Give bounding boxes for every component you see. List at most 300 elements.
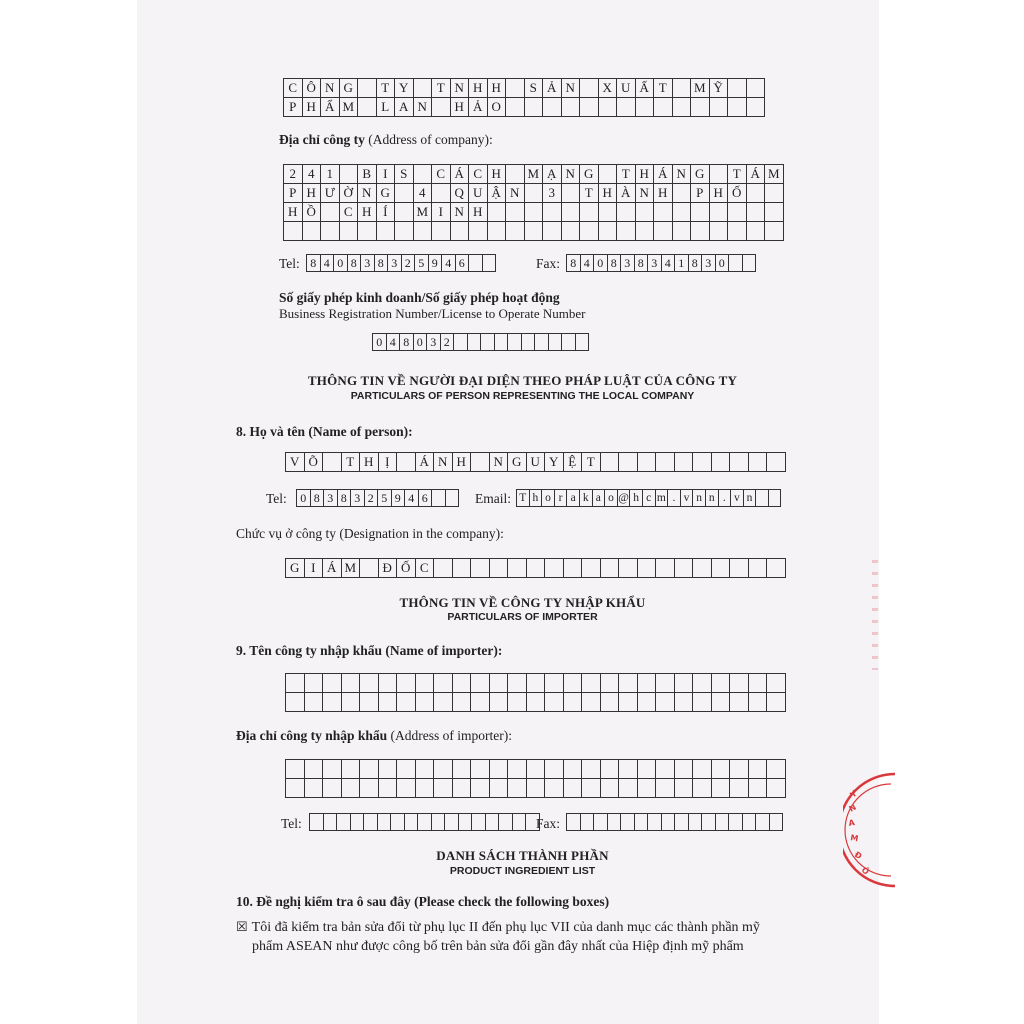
grid-cell[interactable] — [601, 760, 620, 779]
grid-cell[interactable] — [543, 203, 562, 222]
grid-cell[interactable] — [564, 779, 583, 798]
grid-cell[interactable] — [730, 453, 749, 472]
grid-cell[interactable]: M — [765, 165, 784, 184]
grid-cell[interactable]: H — [599, 184, 618, 203]
grid-cell[interactable] — [619, 674, 638, 693]
grid-cell[interactable]: G — [580, 165, 599, 184]
grid-cell[interactable]: T — [432, 79, 451, 98]
grid-cell[interactable]: À — [617, 184, 636, 203]
grid-cell[interactable] — [543, 98, 562, 117]
grid-cell[interactable]: 8 — [375, 255, 389, 272]
grid-cell[interactable] — [582, 760, 601, 779]
grid-cell[interactable]: M — [691, 79, 710, 98]
grid-cell[interactable]: Ả — [469, 98, 488, 117]
grid-cell[interactable] — [567, 814, 581, 831]
grid-cell[interactable] — [453, 693, 472, 712]
grid-cell[interactable]: 3 — [621, 255, 635, 272]
grid-cell[interactable] — [728, 203, 747, 222]
grid-cell[interactable] — [767, 559, 786, 578]
grid-cell[interactable] — [693, 453, 712, 472]
grid-cell[interactable]: G — [691, 165, 710, 184]
grid-cell[interactable] — [453, 760, 472, 779]
grid-cell[interactable] — [508, 674, 527, 693]
grid-cell[interactable] — [636, 203, 655, 222]
grid-cell[interactable] — [582, 693, 601, 712]
grid-cell[interactable]: V — [286, 453, 305, 472]
grid-cell[interactable] — [730, 559, 749, 578]
grid-cell[interactable] — [712, 559, 731, 578]
grid-cell[interactable] — [323, 760, 342, 779]
grid-cell[interactable] — [358, 222, 377, 241]
grid-cell[interactable] — [525, 222, 544, 241]
grid-cell[interactable] — [621, 814, 635, 831]
grid-cell[interactable] — [617, 222, 636, 241]
grid-cell[interactable]: T — [517, 490, 530, 507]
grid-cell[interactable]: H — [636, 165, 655, 184]
grid-cell[interactable] — [749, 674, 768, 693]
grid-cell[interactable]: G — [377, 184, 396, 203]
grid-cell[interactable]: h — [630, 490, 643, 507]
grid-cell[interactable]: c — [643, 490, 656, 507]
grid-cell[interactable]: 4 — [662, 255, 676, 272]
grid-cell[interactable]: a — [593, 490, 606, 507]
grid-cell[interactable]: h — [530, 490, 543, 507]
grid-cell[interactable]: T — [377, 79, 396, 98]
grid-cell[interactable] — [405, 814, 419, 831]
grid-cell[interactable] — [765, 222, 784, 241]
grid-cell[interactable] — [562, 98, 581, 117]
grid-cell[interactable]: 0 — [594, 255, 608, 272]
grid-cell[interactable] — [693, 559, 712, 578]
grid-cell[interactable]: I — [305, 559, 324, 578]
grid-cell[interactable] — [508, 693, 527, 712]
grid-cell[interactable] — [434, 559, 453, 578]
grid-cell[interactable]: k — [580, 490, 593, 507]
grid-cell[interactable] — [471, 760, 490, 779]
grid-cell[interactable] — [747, 98, 766, 117]
grid-cell[interactable] — [525, 98, 544, 117]
grid-cell[interactable] — [453, 779, 472, 798]
grid-cell[interactable] — [743, 814, 757, 831]
grid-cell[interactable] — [730, 760, 749, 779]
grid-cell[interactable] — [508, 760, 527, 779]
grid-cell[interactable]: 4 — [387, 334, 401, 351]
grid-cell[interactable]: 9 — [429, 255, 443, 272]
grid-cell[interactable]: 4 — [405, 490, 419, 507]
grid-cell[interactable] — [656, 693, 675, 712]
grid-cell[interactable]: T — [617, 165, 636, 184]
grid-cell[interactable] — [564, 674, 583, 693]
grid-cell[interactable]: n — [706, 490, 719, 507]
grid-cell[interactable]: 8 — [311, 490, 325, 507]
grid-cell[interactable]: Ạ — [543, 165, 562, 184]
grid-cell[interactable] — [508, 779, 527, 798]
grid-cell[interactable] — [522, 334, 536, 351]
grid-cell[interactable] — [310, 814, 324, 831]
grid-cell[interactable]: 9 — [392, 490, 406, 507]
grid-cell[interactable]: T — [654, 79, 673, 98]
grid-cell[interactable]: 0 — [414, 334, 428, 351]
grid-cell[interactable] — [459, 814, 473, 831]
grid-cell[interactable] — [445, 814, 459, 831]
grid-cell[interactable]: X — [599, 79, 618, 98]
grid-cell[interactable] — [747, 203, 766, 222]
grid-cell[interactable] — [617, 203, 636, 222]
grid-cell[interactable] — [395, 203, 414, 222]
grid-cell[interactable]: 3 — [351, 490, 365, 507]
grid-cell[interactable]: 2 — [441, 334, 455, 351]
grid-cell[interactable] — [599, 98, 618, 117]
grid-cell[interactable] — [581, 814, 595, 831]
grid-cell[interactable] — [340, 165, 359, 184]
grid-cell[interactable]: O — [488, 98, 507, 117]
grid-cell[interactable] — [471, 559, 490, 578]
grid-cell[interactable] — [486, 814, 500, 831]
grid-cell[interactable]: Õ — [305, 453, 324, 472]
grid-cell[interactable]: S — [525, 79, 544, 98]
grid-cell[interactable]: N — [673, 165, 692, 184]
grid-cell[interactable] — [451, 222, 470, 241]
grid-cell[interactable] — [582, 674, 601, 693]
grid-cell[interactable] — [636, 222, 655, 241]
grid-cell[interactable]: Y — [545, 453, 564, 472]
grid-cell[interactable]: I — [377, 165, 396, 184]
grid-cell[interactable] — [619, 693, 638, 712]
grid-cell[interactable] — [545, 559, 564, 578]
grid-cell[interactable] — [675, 814, 689, 831]
grid-cell[interactable]: Đ — [379, 559, 398, 578]
grid-cell[interactable] — [545, 779, 564, 798]
grid-cell[interactable] — [471, 779, 490, 798]
grid-cell[interactable] — [693, 760, 712, 779]
grid-cell[interactable]: Ậ — [488, 184, 507, 203]
grid-cell[interactable] — [580, 79, 599, 98]
grid-cell[interactable]: C — [284, 79, 303, 98]
grid-cell[interactable]: Ả — [543, 79, 562, 98]
grid-cell[interactable]: H — [488, 79, 507, 98]
grid-cell[interactable]: 8 — [400, 334, 414, 351]
grid-cell[interactable] — [638, 693, 657, 712]
grid-cell[interactable] — [379, 760, 398, 779]
grid-cell[interactable] — [342, 779, 361, 798]
grid-cell[interactable]: 0 — [334, 255, 348, 272]
grid-cell[interactable]: H — [469, 203, 488, 222]
grid-cell[interactable] — [564, 559, 583, 578]
grid-cell[interactable] — [749, 453, 768, 472]
grid-cell[interactable] — [351, 814, 365, 831]
grid-cell[interactable] — [379, 674, 398, 693]
grid-cell[interactable] — [769, 490, 782, 507]
grid-cell[interactable] — [673, 203, 692, 222]
grid-cell[interactable] — [638, 760, 657, 779]
grid-cell[interactable] — [599, 203, 618, 222]
grid-cell[interactable] — [286, 674, 305, 693]
grid-cell[interactable]: Ô — [303, 79, 322, 98]
grid-cell[interactable] — [710, 165, 729, 184]
grid-cell[interactable] — [469, 222, 488, 241]
grid-cell[interactable] — [360, 674, 379, 693]
grid-cell[interactable] — [527, 779, 546, 798]
grid-cell[interactable] — [432, 98, 451, 117]
grid-cell[interactable] — [446, 490, 460, 507]
grid-cell[interactable]: Ố — [397, 559, 416, 578]
grid-cell[interactable] — [506, 79, 525, 98]
grid-cell[interactable] — [397, 760, 416, 779]
grid-cell[interactable] — [360, 559, 379, 578]
grid-cell[interactable] — [608, 814, 622, 831]
grid-cell[interactable] — [716, 814, 730, 831]
grid-cell[interactable]: C — [416, 559, 435, 578]
grid-cell[interactable]: M — [340, 98, 359, 117]
grid-cell[interactable] — [434, 693, 453, 712]
grid-cell[interactable]: C — [469, 165, 488, 184]
grid-cell[interactable] — [710, 98, 729, 117]
grid-cell[interactable] — [342, 760, 361, 779]
grid-cell[interactable] — [728, 98, 747, 117]
grid-cell[interactable] — [286, 693, 305, 712]
grid-cell[interactable]: n — [744, 490, 757, 507]
grid-cell[interactable] — [454, 334, 468, 351]
grid-cell[interactable]: 4 — [303, 165, 322, 184]
grid-cell[interactable] — [765, 184, 784, 203]
grid-cell[interactable]: C — [432, 165, 451, 184]
grid-cell[interactable] — [728, 222, 747, 241]
grid-cell[interactable] — [499, 814, 513, 831]
grid-cell[interactable] — [324, 814, 338, 831]
grid-cell[interactable]: I — [432, 203, 451, 222]
grid-cell[interactable] — [767, 760, 786, 779]
grid-cell[interactable]: Ỹ — [710, 79, 729, 98]
grid-cell[interactable] — [471, 693, 490, 712]
grid-cell[interactable] — [543, 222, 562, 241]
grid-cell[interactable] — [601, 693, 620, 712]
grid-cell[interactable]: U — [617, 79, 636, 98]
grid-cell[interactable]: 2 — [284, 165, 303, 184]
grid-cell[interactable] — [481, 334, 495, 351]
grid-cell[interactable]: 5 — [415, 255, 429, 272]
grid-cell[interactable] — [712, 779, 731, 798]
grid-cell[interactable]: . — [719, 490, 732, 507]
grid-cell[interactable] — [730, 693, 749, 712]
grid-cell[interactable] — [749, 760, 768, 779]
grid-cell[interactable]: C — [340, 203, 359, 222]
grid-cell[interactable]: M — [525, 165, 544, 184]
grid-cell[interactable] — [432, 814, 446, 831]
grid-cell[interactable] — [305, 760, 324, 779]
grid-cell[interactable]: N — [562, 79, 581, 98]
grid-cell[interactable] — [490, 760, 509, 779]
grid-cell[interactable]: Ờ — [340, 184, 359, 203]
grid-cell[interactable] — [728, 79, 747, 98]
grid-cell[interactable] — [432, 490, 446, 507]
grid-cell[interactable] — [749, 693, 768, 712]
grid-cell[interactable] — [656, 674, 675, 693]
grid-cell[interactable]: L — [377, 98, 396, 117]
grid-cell[interactable] — [693, 693, 712, 712]
grid-cell[interactable] — [418, 814, 432, 831]
grid-cell[interactable] — [675, 760, 694, 779]
grid-cell[interactable] — [619, 453, 638, 472]
grid-cell[interactable]: v — [731, 490, 744, 507]
grid-cell[interactable] — [432, 222, 451, 241]
grid-cell[interactable] — [391, 814, 405, 831]
grid-cell[interactable] — [712, 693, 731, 712]
grid-cell[interactable] — [364, 814, 378, 831]
grid-cell[interactable] — [601, 559, 620, 578]
grid-cell[interactable] — [582, 559, 601, 578]
grid-cell[interactable] — [747, 79, 766, 98]
grid-cell[interactable] — [656, 779, 675, 798]
grid-cell[interactable] — [432, 184, 451, 203]
grid-cell[interactable] — [765, 203, 784, 222]
grid-cell[interactable] — [562, 334, 576, 351]
grid-cell[interactable] — [471, 453, 490, 472]
grid-cell[interactable] — [513, 814, 527, 831]
grid-cell[interactable] — [747, 184, 766, 203]
grid-cell[interactable]: 0 — [297, 490, 311, 507]
grid-cell[interactable]: 8 — [689, 255, 703, 272]
grid-cell[interactable] — [490, 674, 509, 693]
grid-cell[interactable]: U — [469, 184, 488, 203]
grid-cell[interactable] — [358, 79, 377, 98]
grid-cell[interactable]: P — [284, 98, 303, 117]
grid-cell[interactable]: 0 — [716, 255, 730, 272]
grid-cell[interactable] — [286, 760, 305, 779]
grid-cell[interactable]: 3 — [388, 255, 402, 272]
grid-cell[interactable] — [662, 814, 676, 831]
grid-cell[interactable]: H — [303, 98, 322, 117]
grid-cell[interactable] — [488, 203, 507, 222]
grid-cell[interactable] — [416, 693, 435, 712]
grid-cell[interactable] — [767, 693, 786, 712]
grid-cell[interactable] — [414, 165, 433, 184]
grid-cell[interactable] — [712, 760, 731, 779]
grid-cell[interactable] — [490, 779, 509, 798]
grid-cell[interactable] — [747, 222, 766, 241]
grid-cell[interactable] — [654, 222, 673, 241]
grid-cell[interactable]: H — [360, 453, 379, 472]
grid-cell[interactable] — [527, 693, 546, 712]
grid-cell[interactable] — [599, 165, 618, 184]
grid-cell[interactable]: m — [656, 490, 669, 507]
grid-cell[interactable] — [535, 334, 549, 351]
grid-cell[interactable]: Ư — [321, 184, 340, 203]
grid-cell[interactable] — [743, 255, 757, 272]
grid-cell[interactable] — [488, 222, 507, 241]
grid-cell[interactable] — [508, 334, 522, 351]
grid-cell[interactable] — [416, 674, 435, 693]
grid-cell[interactable]: 3 — [361, 255, 375, 272]
grid-cell[interactable] — [580, 222, 599, 241]
grid-cell[interactable] — [469, 255, 483, 272]
grid-cell[interactable] — [506, 98, 525, 117]
grid-cell[interactable] — [564, 760, 583, 779]
grid-cell[interactable] — [358, 98, 377, 117]
grid-cell[interactable]: N — [321, 79, 340, 98]
grid-cell[interactable]: G — [508, 453, 527, 472]
grid-cell[interactable]: o — [605, 490, 618, 507]
grid-cell[interactable]: N — [358, 184, 377, 203]
grid-cell[interactable] — [434, 674, 453, 693]
grid-cell[interactable] — [619, 779, 638, 798]
grid-cell[interactable] — [594, 814, 608, 831]
grid-cell[interactable]: P — [284, 184, 303, 203]
grid-cell[interactable] — [710, 203, 729, 222]
grid-cell[interactable] — [323, 779, 342, 798]
grid-cell[interactable] — [675, 674, 694, 693]
grid-cell[interactable]: 8 — [307, 255, 321, 272]
grid-cell[interactable]: N — [506, 184, 525, 203]
grid-cell[interactable] — [527, 674, 546, 693]
grid-cell[interactable] — [360, 779, 379, 798]
grid-cell[interactable]: Ị — [379, 453, 398, 472]
grid-cell[interactable] — [756, 814, 770, 831]
grid-cell[interactable] — [379, 779, 398, 798]
grid-cell[interactable]: 4 — [414, 184, 433, 203]
grid-cell[interactable]: H — [451, 98, 470, 117]
grid-cell[interactable] — [691, 203, 710, 222]
grid-cell[interactable]: 8 — [608, 255, 622, 272]
grid-cell[interactable] — [321, 203, 340, 222]
grid-cell[interactable] — [378, 814, 392, 831]
grid-cell[interactable] — [638, 674, 657, 693]
grid-cell[interactable] — [395, 222, 414, 241]
grid-cell[interactable] — [506, 203, 525, 222]
grid-cell[interactable]: 3 — [543, 184, 562, 203]
grid-cell[interactable] — [730, 779, 749, 798]
grid-cell[interactable] — [656, 760, 675, 779]
grid-cell[interactable]: 1 — [321, 165, 340, 184]
grid-cell[interactable]: H — [284, 203, 303, 222]
grid-cell[interactable] — [580, 98, 599, 117]
grid-cell[interactable] — [472, 814, 486, 831]
grid-cell[interactable] — [599, 222, 618, 241]
grid-cell[interactable] — [434, 779, 453, 798]
grid-cell[interactable]: 5 — [378, 490, 392, 507]
grid-cell[interactable]: a — [567, 490, 580, 507]
grid-cell[interactable] — [342, 693, 361, 712]
grid-cell[interactable] — [617, 98, 636, 117]
grid-cell[interactable] — [360, 760, 379, 779]
grid-cell[interactable]: 6 — [419, 490, 433, 507]
grid-cell[interactable]: 8 — [635, 255, 649, 272]
grid-cell[interactable] — [545, 674, 564, 693]
grid-cell[interactable] — [434, 760, 453, 779]
grid-cell[interactable]: Ố — [728, 184, 747, 203]
grid-cell[interactable]: N — [451, 79, 470, 98]
grid-cell[interactable] — [729, 255, 743, 272]
grid-cell[interactable]: N — [636, 184, 655, 203]
grid-cell[interactable]: G — [340, 79, 359, 98]
grid-cell[interactable] — [506, 222, 525, 241]
grid-cell[interactable]: B — [358, 165, 377, 184]
grid-cell[interactable]: T — [582, 453, 601, 472]
grid-cell[interactable] — [638, 453, 657, 472]
grid-cell[interactable]: G — [286, 559, 305, 578]
grid-cell[interactable]: H — [488, 165, 507, 184]
grid-cell[interactable]: P — [691, 184, 710, 203]
grid-cell[interactable] — [756, 490, 769, 507]
grid-cell[interactable] — [284, 222, 303, 241]
grid-cell[interactable]: 3 — [324, 490, 338, 507]
grid-cell[interactable] — [395, 184, 414, 203]
grid-cell[interactable] — [321, 222, 340, 241]
grid-cell[interactable] — [638, 559, 657, 578]
grid-cell[interactable]: 0 — [373, 334, 387, 351]
grid-cell[interactable]: H — [469, 79, 488, 98]
grid-cell[interactable] — [601, 674, 620, 693]
grid-cell[interactable] — [580, 203, 599, 222]
